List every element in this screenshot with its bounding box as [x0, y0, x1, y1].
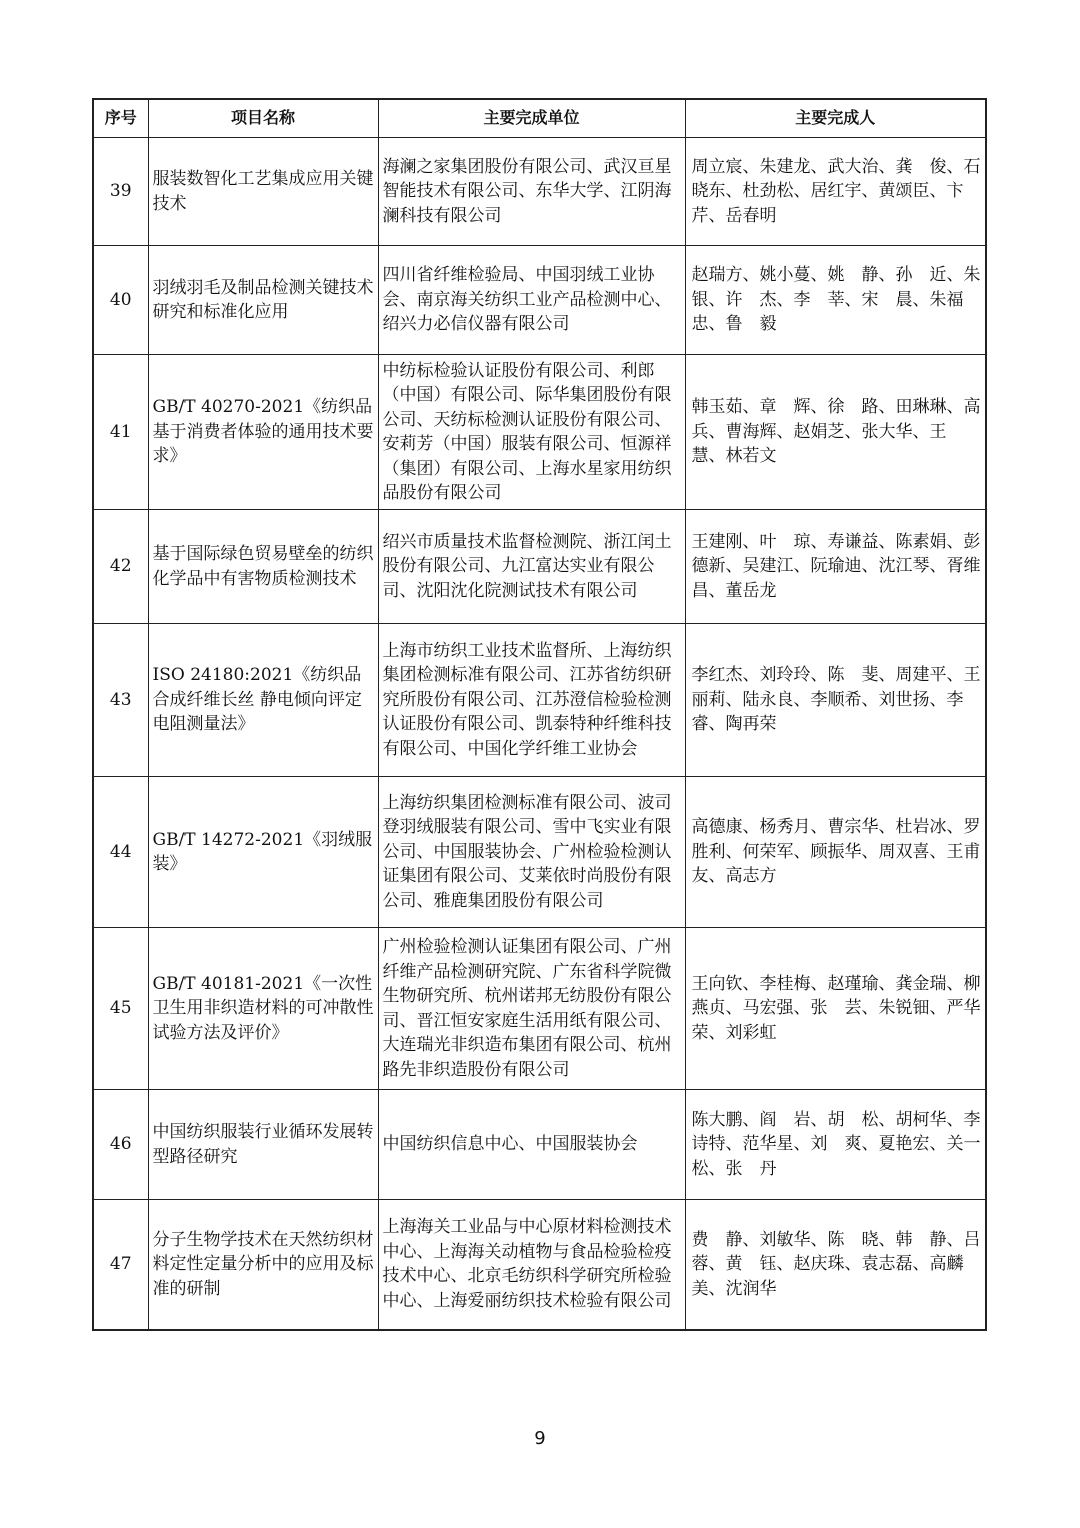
completing-people — [685, 138, 986, 246]
row-number: 42 — [93, 510, 148, 624]
row-number: 44 — [93, 777, 148, 928]
completing-units — [378, 355, 685, 510]
completing-people — [685, 624, 986, 777]
table-row — [93, 1090, 986, 1200]
project-name-text: 羽绒羽毛及制品检测关键技术研究和标准化应用 — [152, 277, 374, 322]
completing-people — [685, 246, 998, 355]
completing-people — [685, 777, 986, 928]
header-main-people: 主要完成人 — [685, 99, 986, 138]
table-row — [93, 138, 986, 246]
project-name — [148, 510, 378, 624]
header-main-units: 主要完成单位 — [378, 99, 685, 138]
project-name-text: GB/T 40181-2021《一次性卫生用非织造材料的可冲散性试验方法及评价》 — [152, 973, 374, 1043]
completing-people-text: 费 静、刘敏华、陈 晓、韩 静、吕 蓉、黄 钰、赵庆珠、袁志磊、高麟美、沈润华 — [691, 1229, 998, 1299]
project-name — [148, 624, 378, 777]
project-name — [148, 355, 378, 510]
completing-units-text: 四川省纤维检验局、中国羽绒工业协会、南京海关纺织工业产品检测中心、绍兴力必信仪器有限公司 — [382, 265, 672, 335]
completing-units — [378, 624, 685, 777]
table-row — [93, 777, 986, 928]
project-name — [148, 777, 378, 928]
completing-units-text: 中纺标检验认证股份有限公司、利郎（中国）有限公司、际华集团股份有限公司、天纺标检测认证股份有限公司、安莉芳（中国）服装有限公司、恒源祥（集团）有限公司、上海水星家用纺织品股份有限公司 — [382, 360, 672, 503]
table-header-row — [93, 99, 986, 138]
project-name — [148, 928, 378, 1090]
completing-people-text: 陈大鹏、阎 岩、胡 松、胡柯华、李诗特、范华星、刘 爽、夏艳宏、关一松、张 丹 — [691, 1109, 981, 1179]
completing-units — [378, 138, 685, 246]
completing-units-text: 上海海关工业品与中心原材料检测技术中心、上海海关动植物与食品检验检疫技术中心、北京毛纺织科学研究所检验中心、上海爱丽纺织技术检验有限公司 — [382, 1217, 672, 1311]
completing-people — [685, 355, 998, 510]
row-number: 47 — [93, 1200, 148, 1330]
header-project-name: 项目名称 — [148, 99, 378, 138]
table-row — [93, 1200, 986, 1330]
row-number: 43 — [93, 624, 148, 777]
completing-units-text: 广州检验检测认证集团有限公司、广州纤维产品检测研究院、广东省科学院微生物研究所、杭州诺邦无纺股份有限公司、晋江恒安家庭生活用纸有限公司、大连瑞光非织造布集团有限公司、杭州路先非织造股份有限公司 — [382, 937, 672, 1080]
completing-units — [378, 1090, 685, 1200]
table-row — [93, 510, 986, 624]
project-name — [148, 1090, 378, 1200]
table-row — [93, 355, 986, 510]
completing-units — [378, 246, 685, 355]
row-number: 39 — [93, 138, 148, 246]
completing-units — [378, 1200, 685, 1330]
project-name-text: 基于国际绿色贸易壁垒的纺织化学品中有害物质检测技术 — [152, 544, 374, 589]
completing-people-text: 韩玉茹、章 辉、徐 路、田琳琳、高 兵、曹海辉、赵娟芝、张大华、王 慧、林若文 — [691, 397, 998, 467]
completing-people-text: 赵瑞方、姚小蔓、姚 静、孙 近、朱 银、许 杰、李 莘、宋 晨、朱福忠、鲁 毅 — [691, 265, 998, 335]
completing-people-text: 周立宸、朱建龙、武大治、龚 俊、石晓东、杜劲松、居红宇、黄颂臣、卞 芹、岳春明 — [691, 156, 981, 226]
completing-people-text: 王建刚、叶 琼、寿谦益、陈素娟、彭德新、吴建江、阮瑜迪、沈江琴、胥维昌、董岳龙 — [691, 531, 981, 601]
completing-people — [685, 928, 986, 1090]
row-number: 41 — [93, 355, 148, 510]
project-name — [148, 246, 378, 355]
project-name-text: GB/T 40270-2021《纺织品 基于消费者体验的通用技术要求》 — [152, 397, 374, 467]
completing-units — [378, 928, 685, 1090]
completing-people — [685, 1200, 998, 1330]
project-name-text: 服装数智化工艺集成应用关键技术 — [152, 169, 374, 214]
completing-units-text: 绍兴市质量技术监督检测院、浙江闰土股份有限公司、九江富达实业有限公司、沈阳沈化院测试技术有限公司 — [382, 531, 672, 601]
completing-people-text: 李红杰、刘玲玲、陈 斐、周建平、王丽莉、陆永良、李顺希、刘世扬、李 睿、陶再荣 — [691, 665, 981, 735]
completing-units-text: 中国纺织信息中心、中国服装协会 — [382, 1134, 638, 1155]
completing-people — [685, 1090, 986, 1200]
completing-units-text: 上海纺织集团检测标准有限公司、波司登羽绒服装有限公司、雪中飞实业有限公司、中国服装协会、广州检验检测认证集团有限公司、艾莱依时尚股份有限公司、雅鹿集团股份有限公司 — [382, 792, 672, 911]
project-name-text: ISO 24180:2021《纺织品 合成纤维长丝 静电倾向评定 电阻测量法》 — [152, 665, 362, 735]
completing-units-text: 上海市纺织工业技术监督所、上海纺织集团检测标准有限公司、江苏省纺织研究所股份有限公司、江苏澄信检验检测认证股份有限公司、凯泰特种纤维科技有限公司、中国化学纤维工业协会 — [382, 640, 672, 759]
header-serial: 序号 — [93, 99, 148, 138]
project-name — [148, 138, 378, 246]
table-row — [93, 246, 986, 355]
completing-people-text: 高德康、杨秀月、曹宗华、杜岩冰、罗胜利、何荣军、顾振华、周双喜、王甫友、高志方 — [691, 817, 981, 887]
table-row — [93, 624, 986, 777]
page-number: 9 — [534, 1428, 546, 1449]
completing-people-text: 王向钦、李桂梅、赵瑾瑜、龚金瑞、柳燕贞、马宏强、张 芸、朱锐钿、严华荣、刘彩虹 — [691, 973, 981, 1043]
completing-units — [378, 777, 685, 928]
project-name-text: 分子生物学技术在天然纺织材料定性定量分析中的应用及标准的研制 — [152, 1229, 374, 1299]
completing-units-text: 海澜之家集团股份有限公司、武汉亘星智能技术有限公司、东华大学、江阴海澜科技有限公司 — [382, 156, 672, 226]
completing-people — [685, 510, 986, 624]
row-number: 46 — [93, 1090, 148, 1200]
project-name-text: GB/T 14272-2021《羽绒服装》 — [152, 829, 373, 874]
project-name-text: 中国纺织服装行业循环发展转型路径研究 — [152, 1122, 374, 1167]
row-number: 45 — [93, 928, 148, 1090]
completing-units — [378, 510, 685, 624]
project-name — [148, 1200, 378, 1330]
table-row — [93, 928, 986, 1090]
awards-table — [92, 98, 998, 1331]
row-number: 40 — [93, 246, 148, 355]
